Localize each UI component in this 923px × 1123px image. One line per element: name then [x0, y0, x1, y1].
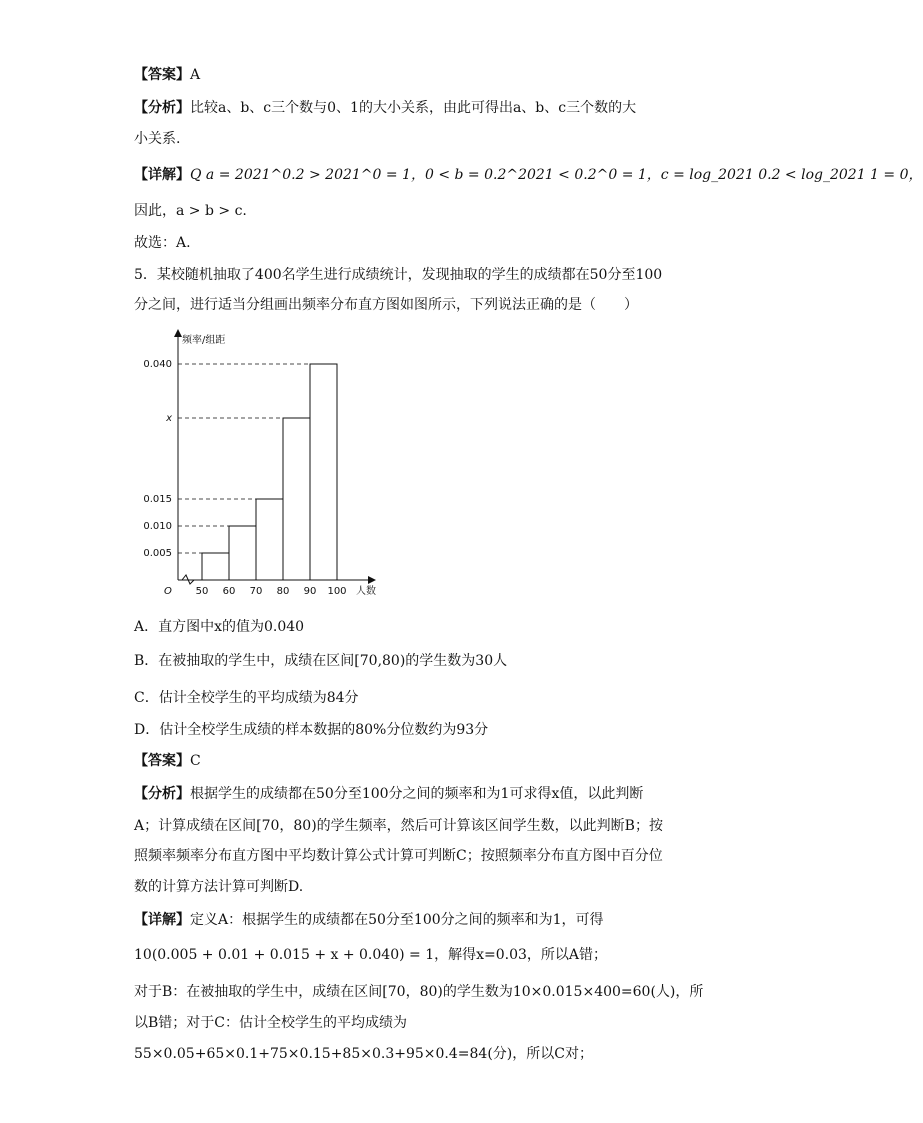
option-b: B．在被抽取的学生中，成绩在区间[70,80)的学生数为30人: [134, 653, 508, 669]
q4-answer-line: [134, 66, 200, 84]
frequency-histogram: [143, 325, 390, 605]
answer-value: C: [190, 753, 201, 769]
x-tick-label: 70: [249, 586, 263, 597]
q5-analysis-line2: A；计算成绩在区间[70，80)的学生频率，然后可计算该区间学生数，以此判断B；按: [134, 818, 663, 834]
q5-answer-line: [134, 752, 201, 770]
q5-detail-line1: [134, 911, 604, 929]
x-tick-label: 100: [327, 586, 347, 597]
option-c: C．估计全校学生的平均成绩为84分: [134, 690, 359, 706]
detail-text: 定义A：根据学生的成绩都在50分至100分之间的频率和为1，可得: [190, 912, 604, 928]
y-tick-label: 0.040: [143, 359, 172, 370]
option-d: D．估计全校学生成绩的样本数据的80%分位数约为93分: [134, 722, 489, 738]
analysis-tag: 【分析】: [134, 786, 190, 802]
analysis-tag: 【分析】: [134, 100, 190, 116]
y-tick-label: 0.005: [143, 548, 172, 559]
detail-tag: 【详解】: [134, 167, 190, 183]
q5-analysis-line1: [134, 785, 643, 803]
q5-detail-line2: 10(0.005 + 0.01 + 0.015 + x + 0.040) = 1，解得x=0.03，所以A错；: [134, 947, 608, 963]
q5-stem-line2: 分之间，进行适当分组画出频率分布直方图如图所示，下列说法正确的是（ ）: [134, 297, 638, 313]
q5-detail-line3: 对于B：在被抽取的学生中，成绩在区间[70，80)的学生数为10×0.015×400=60(人)，所: [134, 984, 704, 1000]
q5-detail-line4: 以B错；对于C：估计全校学生的平均成绩为: [134, 1015, 407, 1031]
x-tick-label: 50: [195, 586, 209, 597]
q5-detail-line5: 55×0.05+65×0.1+75×0.15+85×0.3+95×0.4=84(分)，所以C对；: [134, 1046, 593, 1062]
histogram-bar: [229, 526, 256, 580]
analysis-text: 比较a、b、c三个数与0、1的大小关系，由此可得出a、b、c三个数的大: [190, 100, 637, 116]
x-tick-label: 80: [276, 586, 290, 597]
q4-analysis-line2: 小关系.: [134, 131, 181, 147]
answer-value: A: [190, 67, 201, 83]
x-tick-label: 90: [303, 586, 317, 597]
histogram-bar: [256, 499, 283, 580]
option-a: A．直方图中x的值为0.040: [134, 619, 305, 635]
q4-detail-line1: [134, 166, 923, 184]
detail-formula: Q a = 2021^0.2 > 2021^0 = 1，0 < b = 0.2^2021 < 0.2^0 = 1，c = log_2021 0.2 < log_2021 1 = 0，: [190, 167, 923, 183]
q4-detail-line2: 因此，a > b > c.: [134, 203, 247, 219]
answer-tag: 【答案】: [134, 753, 190, 769]
analysis-text: 根据学生的成绩都在50分至100分之间的频率和为1可求得x值，以此判断: [190, 786, 644, 802]
histogram-bar: [202, 553, 229, 580]
q4-conclusion: 故选：A.: [134, 235, 191, 251]
origin-label: O: [164, 586, 172, 597]
y-tick-label: x: [166, 413, 172, 424]
x-axis-label: 人数: [356, 586, 376, 597]
detail-tag: 【详解】: [134, 912, 190, 928]
q5-stem-line1: 5．某校随机抽取了400名学生进行成绩统计，发现抽取的学生的成绩都在50分至100: [134, 267, 663, 283]
q5-analysis-line3: 照频率频率分布直方图中平均数计算公式计算可判断C；按照频率分布直方图中百分位: [134, 848, 663, 864]
y-tick-label: 0.010: [143, 521, 172, 532]
answer-tag: 【答案】: [134, 67, 190, 83]
q4-analysis-line1: [134, 99, 636, 117]
y-axis-label: 频率/组距: [182, 335, 226, 346]
y-tick-label: 0.015: [143, 494, 172, 505]
histogram-bar: [310, 364, 337, 580]
x-tick-label: 60: [222, 586, 236, 597]
q5-analysis-line4: 数的计算方法计算可判断D.: [134, 879, 304, 895]
histogram-bar: [283, 418, 310, 580]
